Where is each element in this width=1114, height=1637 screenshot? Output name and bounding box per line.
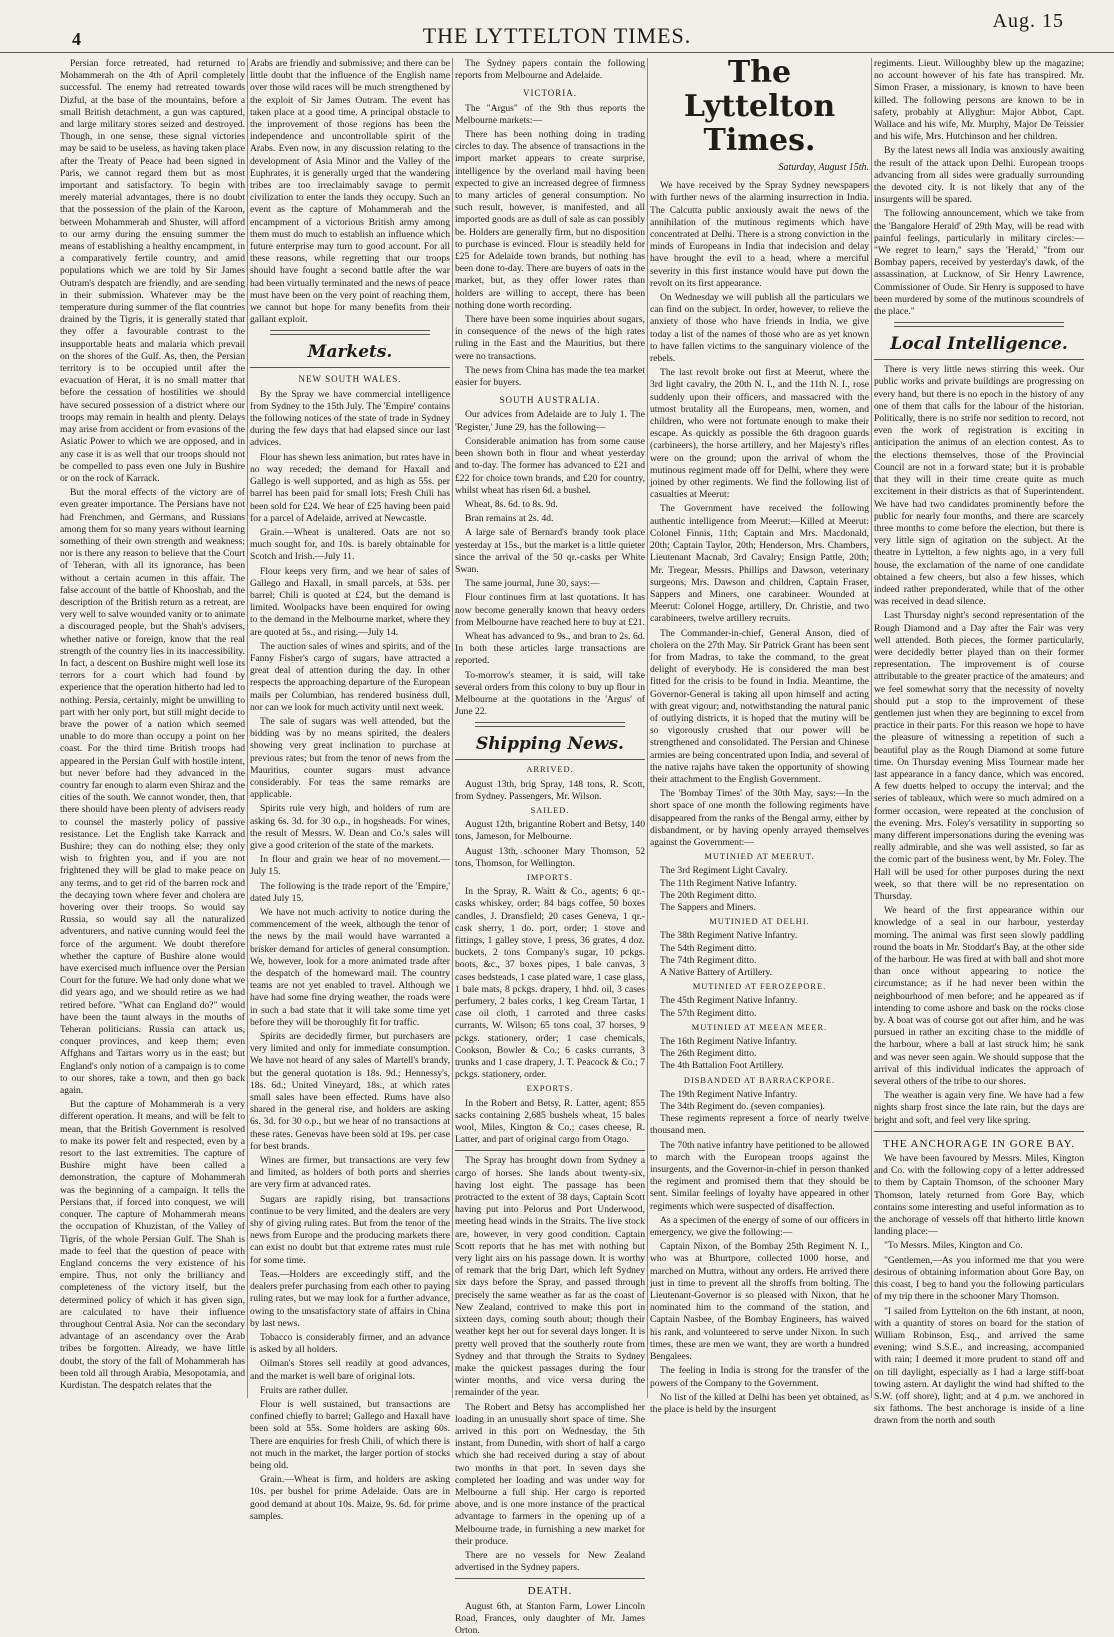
paragraph: Fruits are rather duller.	[260, 1384, 348, 1396]
section-divider	[894, 322, 1064, 327]
victoria-heading: VICTORIA.	[522, 88, 578, 99]
section-divider	[475, 722, 625, 727]
paragraph: There is very little news stirring this week. Our public works and private buildings are progressing on every hand, but there is no epoch in the history of any one of them that calls for the labour of the historian. Politically, there is no strife nor sedition to record, not even the work of registration is exciting in anticipation the animus of an election contest. As to the elections themselves, those of the Provincial Council are not in a forward state; but it is probable that they will in their time create quite as much excitement in their districts as that of Superintendent. We have had two candidates prominently before the public for nearly four months, and there are scarcely three months to come before the election, but there is very little sign of agitation on the subject. At the theatre in Lyttelton, a few nights ago, in a very full house, the exclamation of the name of one candidate obtained a few cheers, but also a few hisses, which indeed rather preponderated, while that of the other was received in dead silence.	[874, 364, 1084, 608]
nsw-heading: NEW SOUTH WALES.	[298, 374, 402, 385]
paragraph: The Government have received the following authentic intelligence from Meerut:—Killed at Meerut: Colonel Finnis, 11th; Captain and Mrs. Macdonald, 20th; Captain Taylor, 20th; Henderson, Mrs. Chambers, Lieutenant Macnab, 3rd Cavalry; Ensign Pattle, 20th; Mr. Tregear, Messrs. Phillips and Dawson, veterinary surgeons, Mrs. Dawson and children, Captain Fraser, Sappers and Miners, one carabineer. Wounded at Meerut: Colonel Hogge, artillery, Dr. Christie, and two carabineers, twelve artillery recruits.	[650, 503, 869, 625]
paragraph: The feeling in India is strong for the transfer of the powers of the Company to the Government.	[650, 1365, 869, 1389]
paragraph: In the Spray, R. Waitt & Co., agents; 6 qr.-casks whiskey, order; 84 bags coffee, 50 boxes candles, J. Dransfield; 20 cases Geneva, 1 qr.-cask sherry, 1 do. port, order; 1 stove and fittings, 1 galley stove, 1 press, 36 grates, 4 doz. buckets, 2 tons Company's sugar, 10 pckgs. boots, &c., 37 boxes pipes, 1 bale canvas, 3 cases bedsteads, 1 case plated ware, 1 case glass, 1 bale mats, 8 pckgs. drapery, 1 hhd. oil, 3 cases perfumery, 2 bales corks, 1 keg Cream Tartar, 1 case oil cloth, 1 carroted and three casks currants, W. Wilson; 65 tons coal, 37 horses, 9 pckgs. stationery, order; 1 case chemicals, Cookson, Bowler & Co.; 6 casks currants, 3 trunks and 1 case drapery, J. T. Peacock & Co.; 7 pckgs. stationery, order.	[455, 886, 645, 1081]
section-divider	[270, 330, 430, 335]
paragraph: As a specimen of the energy of some of our officers in emergency, we give the following:—	[650, 1214, 869, 1239]
paragraph: Captain Nixon, of the Bombay 25th Regiment N. I., who was at Bhurtpore, collected 1000 horse, and marched on Muttra, without any orders. He arrived there just in time to prevent all the shroffs from bolting. The Lieutenant-Governor is so pleased with Nixon, that he nominated him to the command of the station, and Captain Nasbee, of the Bombay Engineers, has waived his rank, and volunteered to serve under Nixon. In such times, these are men we want, they are worth a hundred Bengalees.	[650, 1241, 869, 1363]
paragraph: The following announcement, which we take from the 'Bangalore Herald' of 29th May, will be read with painful feelings, particularly in military circles:— "We regret to learn," says the 'Herald,' "from our Bombay papers, received by yesterday's dawk, of the assassination, at Lucknow, of Sir Henry Lawrence, Commissioner of Oude. Sir Henry is supposed to have been murdered by some of the mutinous scoundrels of the place."	[874, 208, 1084, 318]
masthead	[0, 0, 1114, 53]
paragraph: These regiments represent a force of nearly twelve thousand men.	[650, 1113, 869, 1137]
death-heading: DEATH.	[527, 1585, 573, 1598]
newspaper-title: THE LYTTELTON TIMES.	[422, 23, 692, 48]
column-rule	[452, 58, 453, 1398]
imports-heading: IMPORTS.	[527, 872, 573, 882]
paragraph: Teas.—Holders are exceedingly stiff, and the dealers prefer purchasing from each other to paying ruling rates, but we may look for a further advance, owing to the unsatisfactory state of affairs in China by last news.	[250, 1268, 450, 1329]
section-divider	[874, 359, 1084, 360]
local-intelligence-heading: Local Intelligence.	[890, 334, 1068, 355]
anchorage-heading: THE ANCHORAGE IN GORE BAY.	[883, 1137, 1075, 1150]
paragraph: Considerable animation has from some cause been shown both in flour and wheat yesterday and to-day. The former has advanced to £21 and £22 for choice town brands, and £20 for country, whilst wheat has risen 6d. a bushel.	[455, 435, 645, 496]
paragraph: By the latest news all India was anxiously awaiting the result of the attack upon Delhi. European troops advancing from all sides were gradually surrounding the devoted city. It is not likely that any of the insurgents will be spared.	[874, 145, 1084, 206]
paragraph: August 13th, brig Spray, 148 tons, R. Scott, from Sydney. Passengers, Mr. Wilson.	[455, 778, 645, 802]
paragraph: We heard of the first appearance within our knowledge of a seal in our harbour, yesterday morning. The animal was first seen slowly paddling round the boats in Mr. Stoddart's Bay, at the other side of the harbour. He was fired at with ball and shot more than once without appearing to notice the circumstance; as if he had never been within the neighbourhood of men before; and he appeared as if intending to come ashore and bask on the rocks close by. A boat was of course got out after him, and he was pursued in rather an exciting chase to the middle of the harbour, where a ball at last struck him; he sank and was never seen again. We should suppose that the arrival of this individual indicates the approach of several others of the tribe to our shores.	[874, 905, 1084, 1088]
list-item: The 11th Regiment Native Infantry.	[660, 877, 797, 889]
paragraph: The same journal, June 30, says:—	[465, 578, 600, 590]
issue-date: Aug. 15	[992, 10, 1064, 32]
paragraph: The 'Bombay Times' of the 30th May, says:—In the short space of one month the following regiments have disappeared from the ranks of the Bengal army, either by disbandment, or by having openly arrayed themselves against the Government:—	[650, 788, 869, 848]
paragraph: Tobacco is considerably firmer, and an advance is asked by all holders.	[250, 1331, 450, 1356]
paragraph: Flour has shewn less animation, but rates have in no way receded; the demand for Haxall and Gallego is well supported, and as high as 55s. per barrel has been paid for small lots; Fresh Chili has been sold for £24. We hear of £25 having been paid for a parcel of Adelaide, arrived at Newcastle.	[250, 451, 450, 524]
section-divider	[874, 1131, 1084, 1132]
column-rule	[871, 58, 872, 1398]
column-2	[250, 58, 450, 1522]
paragraph: The weather is again very fine. We have had a few nights sharp frost since the late rain, but the days are bright and soft, and feel very like spring.	[874, 1090, 1084, 1126]
paragraph: But the capture of Mohammerah is a very different operation. It means, and will be felt to mean, that the British Government is resolved to make its power felt and respected, even by a resort to the last extremities. The capture of Bushire might have been called a demonstration, the capture of Mohammerah was the beginning of a campaign. It tells the Persians that, if forced into conquest, we will conquer. The capture of Mohammerah means the occupation of Khuzistan, of the Valley of Tigris, of the whole Persian Gulf. The Shah is made to feel that the question of peace with England concerns the very existence of his empire. Thus, not only the brilliancy and completeness of the victory itself, but the determined policy of which it has given sign, are calculated to have their influence throughout Central Asia. Nor can the secondary advantage of an ascendancy over the Arab tribes be forgotten. Already, we have little doubt, the story of the fall of Mohammerah has been told all through Arabia, Mesopotamia, and Kurdistan. The despatch relates that the	[60, 1099, 245, 1391]
list-heading: MUTINIED AT MEEAN MEER.	[691, 1022, 828, 1032]
paragraph: Oilman's Stores sell readily at good advances, and the market is well bare of original lots.	[250, 1358, 450, 1382]
list-item: The 26th Regiment ditto.	[660, 1048, 757, 1060]
paragraph: Spirits are decidedly firmer, but purchasers are very limited and only for immediate consumption. We have not heard of any sales of Martell's brandy, but the general quotation is 18s. 9d.; Hennessy's, 18s. 6d.; United Vineyard, 18s., at which rates small sales have been effected. Rums have also shared in the general rise, and holders are asking 6s. 3d. for 30 o.p., but we hear of no transactions at these rates. Genevas have been sold at 19s. per case for best brands.	[250, 1031, 450, 1152]
paragraph: To-morrow's steamer, it is said, will take several orders from this colony to buy up flour in Melbourne at the quotations in the 'Argus' of June 22.	[455, 669, 645, 718]
paragraph: August 12th, brigantine Robert and Betsy, 140 tons, Jameson, for Melbourne.	[455, 819, 645, 843]
section-divider	[455, 1578, 645, 1579]
paragraph: Our advices from Adelaide are to July 1. The 'Register,' June 29, has the following—	[455, 409, 645, 433]
paragraph: We have received by the Spray Sydney newspapers with further news of the alarming insurrection in India. The Calcutta public anxiously await the news of the annihilation of the mutinous regiments which have concentrated at Delhi. There is a strong conviction in the minds of Europeans in India that indecision and delay have brought the evil to a head, where a merciful severity in this first instance would have put down the revolt on its first appearance.	[650, 180, 869, 289]
paragraph: There are no vessels for New Zealand advertised in the Sydney papers.	[455, 1549, 645, 1574]
paragraph: Grain.—Wheat is unaltered. Oats are not so much sought for, and 10s. is barely obtainable for Scotch and Irish.—July 11.	[250, 526, 450, 563]
list-item: The 45th Regiment Native Infantry.	[660, 995, 798, 1007]
column-3	[455, 58, 645, 1636]
paragraph: "To Messrs. Miles, Kington and Co.	[884, 1240, 1023, 1252]
paragraph: Flour continues firm at last quotations. It has now become generally known that heavy orders from Melbourne have reached here to buy at £21.	[455, 592, 645, 628]
list-item: The 38th Regiment Native Infantry.	[660, 930, 798, 942]
paragraph: The Commander-in-chief, General Anson, died of cholera on the 27th May. Sir Patrick Grant has been sent for from Madras, to take the command, to the great delight of everybody. He is considered the man best fitted for the crisis to be found in India. Meantime, the Governor-General is taking all upon himself and acting with great vigour; and, notwithstanding the natural panic of outlying districts, it is hoped that the mutiny will be so vigorously crushed that our power will be strengthened and consolidated. The Persian and Chinese armies are being concentrated upon India, and several of the native rajahs have taken the opportunity of showing their attachment to the English Government.	[650, 627, 869, 785]
paragraph: A large sale of Bernard's brandy took place yesterday at 15s., but the market is a little quieter since the arrival of the 50 qr.-casks per White Swan.	[455, 527, 645, 575]
paragraph: No list of the killed at Delhi has been yet obtained, as the place is held by the insurgent	[650, 1391, 869, 1415]
paragraph: The auction sales of wines and spirits, and of the Fanny Fisher's cargo of sugars, have attracted a great deal of attention during the day. In other respects the approaching departure of the European mails per Columbian, has rendered business dull, nor can we look for much activity until next week.	[250, 640, 450, 713]
list-item: The 34th Regiment do. (seven companies).	[660, 1101, 825, 1113]
list-heading: DISBANDED AT BARRACKPORE.	[683, 1075, 836, 1085]
section-divider	[455, 759, 645, 760]
list-heading: MUTINIED AT MEERUT.	[704, 852, 815, 862]
paragraph: The 70th native infantry have petitioned to be allowed to march with the European troops against the insurgents, and the Governor-in-chief in person thanked the regiment and promised them that they should be sent. Similar feelings of loyalty have appeared in other regiments which were suspected of disaffection.	[650, 1139, 869, 1212]
editorial-dateline: Saturday, August 15th.	[778, 162, 869, 173]
markets-heading: Markets.	[307, 342, 393, 363]
paragraph: Spirits rule very high, and holders of rum are asking 6s. 3d. for 30 o.p., in hogsheads. For wines, the result of Messrs. W. Dean and Co.'s sales will give a good criterion of the state of the markets.	[250, 803, 450, 851]
paragraph: Sugars are rapidly rising, but transactions continue to be very limited, and the dealers are very shy of giving ruling rates. But from the tenor of the news from Europe and the producing markets there can exist no doubt but that extreme rates must rule for some time.	[250, 1193, 450, 1266]
paragraph: On Wednesday we will publish all the particulars we can find on the subject. In order, however, to relieve the anxiety of those who have friends in India, we give today a list of the names of those who are as yet known to have fallen victims to the sanguinary violence of the rebels.	[650, 292, 869, 365]
paragraph: Grain.—Wheat is firm, and holders are asking 10s. per bushel for prime Adelaide. Oats are in good demand at about 10s. Maize, 9s. 6d. for prime samples.	[250, 1474, 450, 1522]
section-divider	[250, 367, 450, 368]
list-item: The 4th Battalion Foot Artillery.	[660, 1060, 784, 1072]
paragraph: The news from China has made the tea market easier for buyers.	[455, 364, 645, 389]
paragraph: "Gentlemen,—As you informed me that you were desirous of obtaining information about Gore Bay, on this coast, I beg to hand you the following particulars of my trip there in the schooner Mary Thomson.	[874, 1254, 1084, 1303]
column-rule	[647, 58, 648, 1398]
paragraph: The following is the trade report of the 'Empire,' dated July 15.	[250, 880, 450, 904]
section-divider	[455, 1150, 645, 1151]
paragraph: The sale of sugars was well attended, but the bidding was by no means spirited, the dealers showing very great inclination to purchase at previous rates; but from the tenor of news from the Mauritius, counter sugars must advance considerably. For teas the same remarks are applicable.	[250, 715, 450, 801]
list-item: The 20th Regiment ditto.	[660, 889, 757, 901]
paragraph: There has been nothing doing in trading circles to day. The absence of transactions in the import market appears to create surprise, intelligence by the overland mail having been expected to give an increased degree of firmness to many articles of general consumption. No such result, however, is manifested, and all imported goods are as dull of sale as can possibly be. Holders are generally firm, but no disposition to purchase is evinced. Flour is steadily held for £25 for Adelaide town brands, but nothing has been done to-day. There are buyers of oats in the market, but, as they offer lower rates than holders are willing to accept, there has been nothing done worth recording.	[455, 129, 645, 311]
paragraph: Bran remains at 2s. 4d.	[465, 513, 554, 525]
column-1	[60, 58, 245, 1398]
paragraph: Wheat has advanced to 9s., and bran to 2s. 6d. In both these articles large transactions are reported.	[455, 630, 645, 667]
list-item: The 74th Regiment ditto.	[660, 954, 757, 966]
list-item: The 54th Regiment ditto.	[660, 942, 757, 954]
paragraph: In flour and grain we hear of no movement.—July 15.	[250, 854, 450, 878]
paragraph: regiments. Lieut. Willoughby blew up the magazine; no account however of his fate has transpired. Mr. Simon Fraser, a missionary, is known to have been killed. The following persons are known to be in safety, probably at Allyghur: Major Abbot, Capt. Wallace and his wife, Mr. Murphy, Major De Teissier and his wife, Mrs. Hutchinson and her children.	[874, 58, 1084, 143]
column-rule	[247, 58, 248, 1398]
arrived-heading: ARRIVED.	[526, 765, 574, 775]
paragraph: We have been favoured by Messrs. Miles, Kington and Co. with the following copy of a letter addressed to them by Captain Thomson, of the schooner Mary Thomson, lately returned from Gore Bay, which contains some interesting and useful information as to the anchorage of vessels off that hitherto little known landing place:—	[874, 1153, 1084, 1238]
column-5	[874, 58, 1084, 1427]
paragraph: Flour keeps very firm, and we hear of sales of Gallego and Haxall, in small parcels, at 53s. per barrel; Chili is quoted at £24, but the demand is limited. Woolpacks have been enquired for owing to the demand in the Melbourne market, where they are quoted at 5s., and rising.—July 14.	[250, 565, 450, 638]
paragraph: The Sydney papers contain the following reports from Melbourne and Adelaide.	[455, 58, 645, 82]
exports-heading: EXPORTS.	[526, 1084, 574, 1094]
page-number: 4	[72, 29, 81, 49]
sailed-heading: SAILED.	[530, 805, 570, 815]
list-item: The 3rd Regiment Light Cavalry.	[660, 865, 788, 877]
paragraph: August 6th, at Stanton Farm, Lower Lincoln Road, Frances, only daughter of Mr. James Orton.	[455, 1600, 645, 1636]
paragraph: In the Robert and Betsy, R. Latter, agent; 855 sacks containing 2,685 bushels wheat, 15 bales wool, Miles, Kington & Co.; cases cheese, R. Latter, and part of original cargo from Otago.	[455, 1097, 645, 1146]
shipping-news-heading: Shipping News.	[476, 734, 624, 755]
paragraph: Flour is well sustained, but transactions are confined chiefly to barrel; Gallego and Haxall have been sold at 55s. Some holders are asking 60s. There are enquiries for fresh Chili, of which there is not much in the market, the larger portion of stocks being old.	[250, 1398, 450, 1471]
paragraph: Last Thursday night's second representation of the Rough Diamond and a Day after the Fair was very well attended. Both pieces, the former particularly, were decidedly better played than on their former representation. The improvement is of course attributable to the greater practice of the amateurs; and we feel somewhat sorry that the necessity of novelty should put a stop to the improvement of these gentlemen just when they are beginning to excel from practice in their parts. For this reason we hope to have the pleasure of witnessing a repetition of such a beautiful play as the Rough Diamond at some future time. On Thursday evening Miss Tournear made her last appearance in a fancy dance, which was encored. A few duetts helped to occupy the interval; and the series of tableaux, which were so much admired on a former occasion, were repeated at the conclusion of the evening. Mrs. Foley's versatility in supporting so many different impersonations during the evening was really admirable, and she was well assisted, so far as the comic part of the business went, by Mr. Foley. The Hall will be used for other purposes during the next week, so that there will be no representation on Thursday.	[874, 610, 1084, 902]
list-item: The 16th Regiment Native Infantry.	[660, 1036, 798, 1048]
paragraph: The Spray has brought down from Sydney a cargo of horses. She lands about twenty-six, having lost eight. The passage has been protracted to the extent of 38 days, Captain Scott having put into Pelorus and Port Underwood, meeting head winds in the Straits. The live stock are, however, in very good condition. Captain Scott reports that he has met with nothing but very light airs on his passage down. It is worthy of remark that the brig Dart, which left Sydney six days before the Spray, and passed through precisely the same weather as far as the coast of New Zealand, contrived to make this port in sixteen days, coming south about; though their weather kept her out for several days longer. It is pretty well proved that the southerly route from Sydney and that through the Straits to Sydney make the quickest passages during the four winter months, and vice versa during the remainder of the year.	[455, 1155, 645, 1399]
south-australia-heading: SOUTH AUSTRALIA.	[499, 395, 601, 406]
list-item: The 57th Regiment ditto.	[660, 1007, 757, 1019]
list-item: The 19th Regiment Native Infantry.	[660, 1088, 798, 1100]
list-item: The Sappers and Miners.	[660, 901, 756, 913]
list-item: A Native Battery of Artillery.	[660, 967, 773, 978]
paragraph: The last revolt broke out first at Meerut, where the 3rd light cavalry, the 20th N. I., and the 11th N. I., rose suddenly upon their officers, and massacred with the utmost brutality all the Europeans, men, women, and children, who were not fortunate enough to make their escape. As quickly as possible the 6th dragoon guards (carbineers), the horse artillery, and her Majesty's rifles were on the ground; upon the arrival of whom the mutinous regiment made off for Delhi, where they were joined by other regiments. We find the following list of casualties at Meerut:	[650, 367, 869, 501]
list-heading: MUTINIED AT FEROZEPORE.	[692, 982, 827, 992]
paragraph: "I sailed from Lyttelton on the 6th instant, at noon, with a quantity of stores on board for the station of William Robinson, Esq., and arrived the same evening; wind S.S.E., and increasing, accompanied with rain; I deemed it more prudent to stand off and on till daylight, especially as I had a large stiff-boat towing astern. At daylight the wind had shifted to the S.W. (off shore), light; and at 4 p.m. we anchored in six fathoms. The best anchorage is inside of a line drawn from the north and south	[874, 1305, 1084, 1427]
paragraph: But the moral effects of the victory are of even greater importance. The Persians have not had Frenchmen, and Germans, and Russians among them for so many years without learning something of their own strength and weakness; nor is there any reason to believe that the Court of Teheran, with all its ignorance, has been without a certain acumen in this affair. The false account of the battle of Khooshab, and the description of the British return as a retreat, are very well to salve wounded vanity or to animate a discouraged people, but the Shah's advisers, whether native or foreign, know that the real strength of the country lies in its inaccessibility. In fact, a descent on Bushire might well lose its terrors for a court which had found by experience that the operation hitherto had led to nothing. Persia, certainly, might be unwilling to part with her only port, but still might decide to brave the power of a nation which seemed unable to do more than occupy a point on her coast. For the third time British troops had appeared in the Persian Gulf with hostile intent, but never before had they advanced in the country far enough to alarm even Shiraz and the cities of the south. We cannot wonder, then, that there should have been plenty of advisers ready to counsel the masterly policy of passive resistance. Let the English take Karrack and Bushire; they can do nothing else; they only wish to frighten you, and if you are not frightened they will be glad to make peace on any terms, and to get rid of the barren rock and the decaying town where fever and cholera are hovering over their troops. So would say Russia, so would say all the naturalized adventurers, and native cunning would feel the force of the argument. We doubt therefore whether the capture of Bushire alone would have exercised much influence over the Persian Court for the future. We had only done what we did years ago, and we should retire as we had retired before. "What can England do?" would have been the taunt always in the mouths of Teheran politicians. Russia can attack us, conquer provinces, and keep them; even Affghans and Tartars worry us in the east; but England's only notion of a campaign is to come to our shores, take a town, and then go back again.	[60, 487, 245, 1097]
paragraph: Wheat, 8s. 6d. to 8s. 9d.	[465, 498, 558, 510]
paragraph: There have been some inquiries about sugars, in consequence of the news of the high rates ruling in the East and the Mauritius, but there were no transactions.	[455, 314, 645, 362]
paragraph: By the Spray we have commercial intelligence from Sydney to the 15th July. The 'Empire' contains the following notices of the state of trade in Sydney during the few days that had elapsed since our last advices.	[250, 388, 450, 449]
column-4	[650, 55, 869, 1415]
paragraph: August 13th, schooner Mary Thomson, 52 tons, Thomson, for Wellington.	[455, 845, 645, 869]
paragraph: The Robert and Betsy has accomplished her loading in an unusually short space of time. She arrived in this port on Wednesday, the 5th instant, from Dunedin, with short of half a cargo which she had received during a stay of about two months in that port. In seven days she completed her loading and was under way for Melbourne a full ship. Her cargo is reported above, and is one more instance of the practical advantage to farmers in the opening up of a Melbourne trade, in furnishing a new market for their produce.	[455, 1401, 645, 1547]
paragraph: We have not much activity to notice during the commencement of the week, although the tenor of the news by the mail would have warranted a brisker demand for articles of general consumption. We, however, look for a more animated trade after the despatch of the homeward mail. The country teams are not yet enabled to travel. Although we have had some fine drying weather, the roads were in such a bad state that it will take some time yet before they will be thoroughly fit for traffic.	[250, 907, 450, 1028]
paragraph: Arabs are friendly and submissive; and there can be little doubt that the influence of the English name over those wild races will be much strengthened by the exploit of Sir James Outram. The event has taken place at a good time. A principal obstacle to the improvement of those regions has been the independence and uncontrollable spirit of the Arabs. Even now, in any discussion relating to the development of Asia Minor and the Valley of the Euphrates, it is generally urged that the wandering tribes are too irreclaimably savage to permit civilization to enter the lands they occupy. Such an event as the capture of Mohammerah and the encampment of a victorious British army among them must do much to establish an influence which future enterprise may turn to good account. For all these reasons, while regretting that our troops should have fought a second battle after the war had been virtually terminated and the news of peace must have been on the very point of reaching them, we cannot but hope for many benefits from their gallant exploit.	[250, 58, 450, 326]
paragraph: Wines are firmer, but transactions are very few and limited, as holders of both ports and sherries are very firm at advanced rates.	[250, 1155, 450, 1191]
paragraph: The "Argus" of the 9th thus reports the Melbourne markets:—	[455, 102, 645, 126]
paragraph: Persian force retreated, had returned to Mohammerah on the 4th of April completely successful. The enemy had retreated towards Dizful, at the base of the mountains, before a small British detachment, a gun was captured, and large military stores seized and destroyed. Though, in one sense, these signal victories may be said to be useless, as having taken place after the Treaty of Peace had been signed in Paris, we cannot regard them but as most important and satisfactory. To begin with merely material advantages, there is no doubt that the possession of the plain of the Karoon, between Mohammerah and Shuster, will afford to our army during the ensuing summer the means of establishing a healthy encampment, in a comparatively fertile country, and amid populations which we are told by Sir James Outram's despatch are friendly, and are sending in their submission. Whatever may be the temperature during summer of the flat countries drained by the Tigris, it is generally stated that they offer a favourable contrast to the insupportable heats and malaria which prevail on the shores of the Gulf. As, then, the Persian territory is to be occupied until after the evacuation of Herat, it is no small matter that before the cessation of hostilities we should have secured possession of a district where our troops may remain in health and plenty. Delays may arise from accident or from evasions of the Asiatic Power to which we are opposed, and in any case it is as well that our troops should not be compelled to pass even one July in Bushire or on the rock of Karrack.	[60, 58, 245, 484]
list-heading: MUTINIED AT DELHI.	[709, 917, 810, 927]
editorial-title: The Lyttelton Times.	[683, 55, 836, 158]
